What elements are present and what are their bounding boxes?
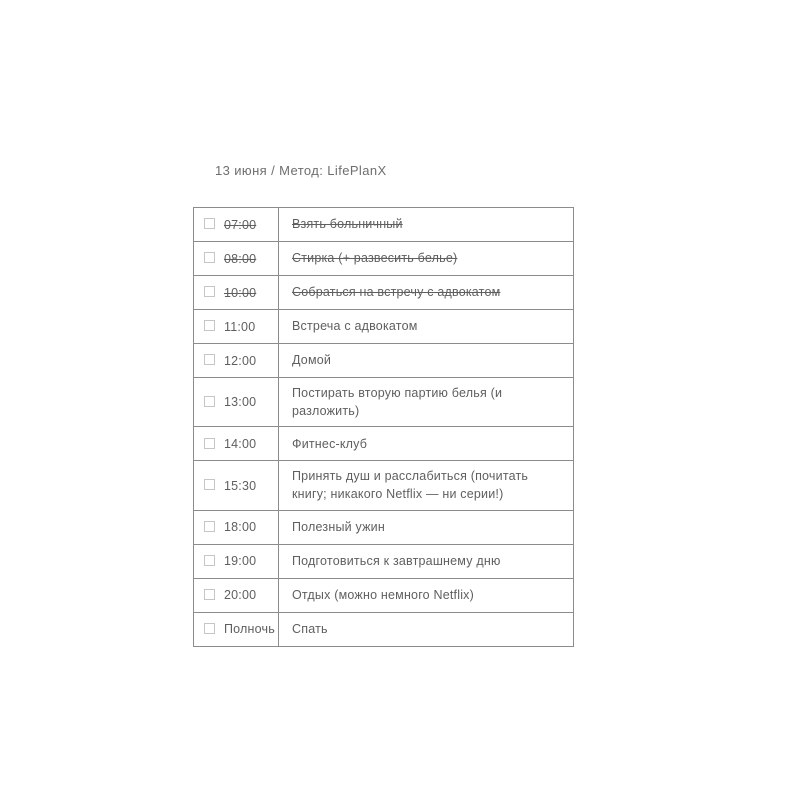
time-cell xyxy=(194,310,279,344)
task-checkbox[interactable] xyxy=(204,252,215,263)
time-cell xyxy=(194,510,279,544)
time-label: 15:30 xyxy=(224,478,257,493)
time-label: 13:00 xyxy=(224,395,257,410)
task-checkbox[interactable] xyxy=(204,320,215,331)
page-title: 13 июня / Метод: LifePlanX xyxy=(215,163,387,178)
time-label: 12:00 xyxy=(224,353,257,368)
task-checkbox[interactable] xyxy=(204,623,215,634)
table-row xyxy=(194,461,574,510)
time-cell xyxy=(194,208,279,242)
table-row xyxy=(194,427,574,461)
task-checkbox[interactable] xyxy=(204,438,215,449)
table-row xyxy=(194,578,574,612)
time-cell xyxy=(194,276,279,310)
time-label: 11:00 xyxy=(224,319,256,334)
time-cell xyxy=(194,344,279,378)
schedule-table xyxy=(193,207,574,647)
time-label: 07:00 xyxy=(224,217,257,232)
schedule-table-body xyxy=(194,208,574,647)
task-label: Отдых (можно немного Netflix) xyxy=(292,587,474,602)
task-cell xyxy=(279,310,574,344)
time-cell xyxy=(194,242,279,276)
task-label: Полезный ужин xyxy=(292,519,385,534)
table-row xyxy=(194,242,574,276)
task-label: Фитнес-клуб xyxy=(292,436,368,451)
table-row xyxy=(194,510,574,544)
task-checkbox[interactable] xyxy=(204,589,215,600)
task-label: Постирать вторую партию белья (и разложить) xyxy=(292,386,503,419)
task-cell xyxy=(279,510,574,544)
task-checkbox[interactable] xyxy=(204,479,215,490)
time-cell xyxy=(194,427,279,461)
task-label: Встреча с адвокатом xyxy=(292,319,418,334)
table-row xyxy=(194,378,574,427)
time-label: Полночь xyxy=(224,622,275,637)
time-cell xyxy=(194,544,279,578)
task-label: Собраться на встречу с адвокатом xyxy=(292,285,501,300)
task-cell xyxy=(279,276,574,310)
task-cell xyxy=(279,344,574,378)
task-label: Принять душ и расслабиться (почитать книгу; никакого Netflix — ни серии!) xyxy=(292,469,529,502)
task-cell xyxy=(279,578,574,612)
task-checkbox[interactable] xyxy=(204,286,215,297)
time-cell xyxy=(194,612,279,646)
table-row xyxy=(194,276,574,310)
task-checkbox[interactable] xyxy=(204,555,215,566)
task-label: Стирка (+ развесить белье) xyxy=(292,251,458,266)
table-row xyxy=(194,208,574,242)
time-label: 10:00 xyxy=(224,285,257,300)
time-label: 08:00 xyxy=(224,251,257,266)
task-checkbox[interactable] xyxy=(204,396,215,407)
time-cell xyxy=(194,461,279,510)
task-cell xyxy=(279,612,574,646)
task-cell xyxy=(279,208,574,242)
task-cell xyxy=(279,378,574,427)
task-cell xyxy=(279,544,574,578)
task-cell xyxy=(279,242,574,276)
task-checkbox[interactable] xyxy=(204,521,215,532)
time-cell xyxy=(194,378,279,427)
task-checkbox[interactable] xyxy=(204,218,215,229)
table-row xyxy=(194,612,574,646)
task-label: Домой xyxy=(292,353,332,368)
task-label: Подготовиться к завтрашнему дню xyxy=(292,553,501,568)
task-checkbox[interactable] xyxy=(204,354,215,365)
time-label: 18:00 xyxy=(224,520,257,535)
task-label: Спать xyxy=(292,621,328,636)
task-cell xyxy=(279,427,574,461)
table-row xyxy=(194,544,574,578)
time-cell xyxy=(194,578,279,612)
table-row xyxy=(194,344,574,378)
table-row xyxy=(194,310,574,344)
task-cell xyxy=(279,461,574,510)
time-label: 19:00 xyxy=(224,554,257,569)
time-label: 14:00 xyxy=(224,437,257,452)
time-label: 20:00 xyxy=(224,588,257,603)
task-label: Взять больничный xyxy=(292,217,403,232)
